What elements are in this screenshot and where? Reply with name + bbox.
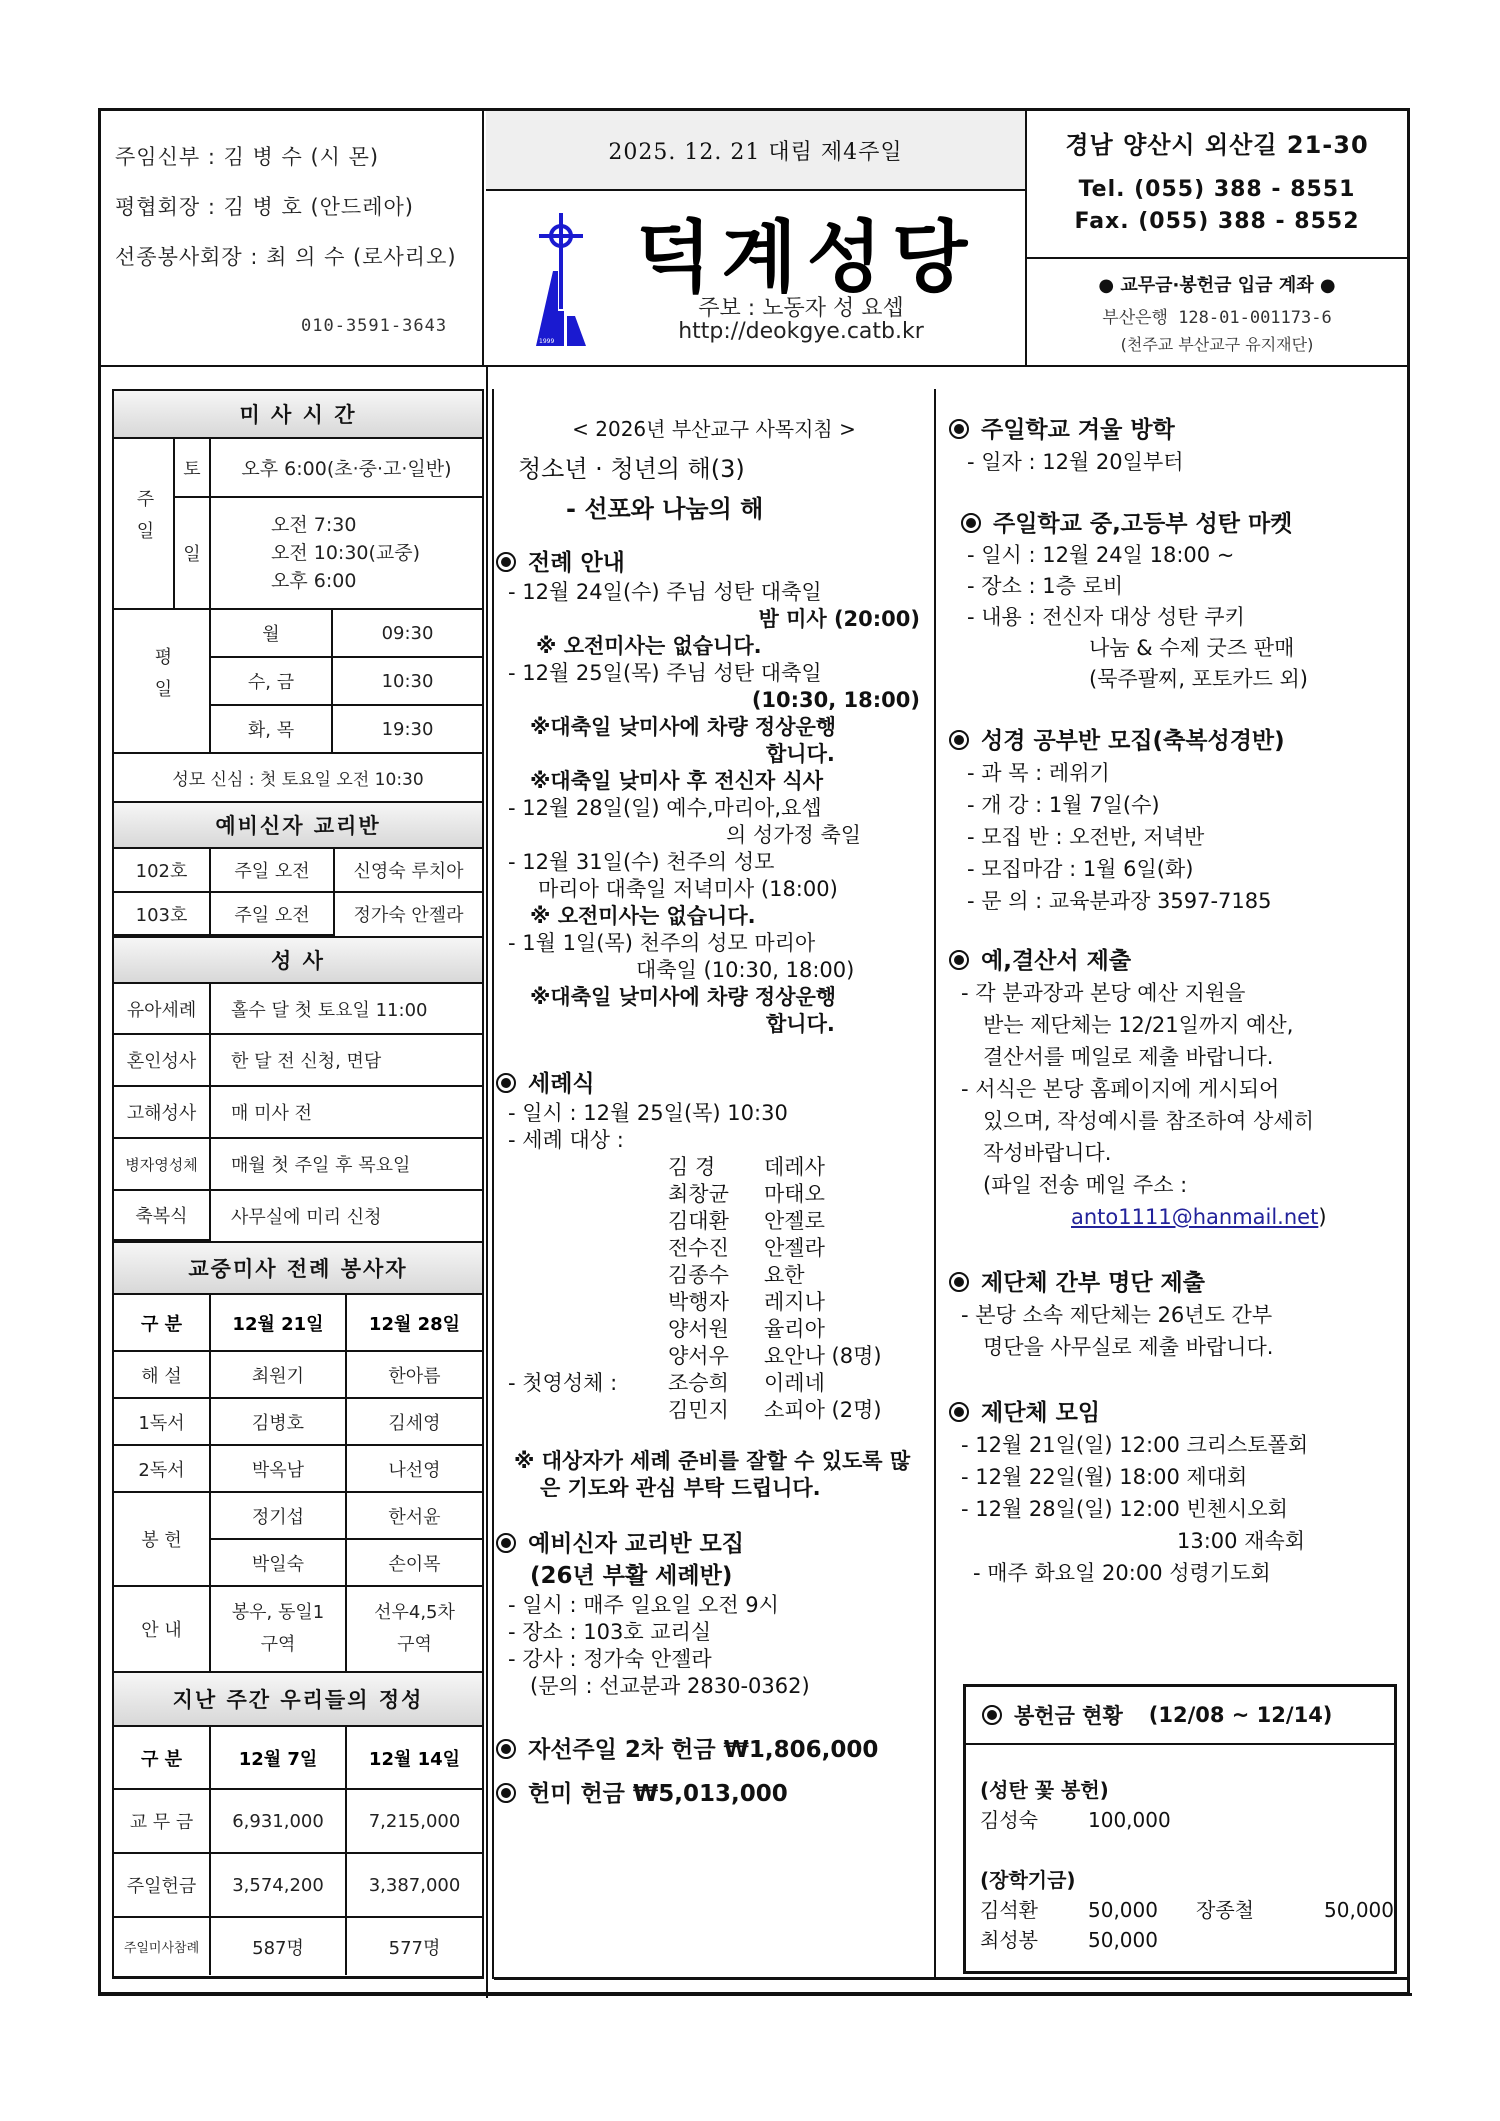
catechumen-table (114, 849, 482, 936)
winter-break-date: - 일자 : 12월 20일부터 (967, 450, 1184, 474)
church-name: 덕계성당 (636, 213, 978, 303)
offerings-heading: 봉헌금 현황 (12/08 ~ 12/14) (966, 1687, 1394, 1745)
bullet-icon (496, 1533, 516, 1553)
contribution-label: 주일미사참례 (114, 1917, 210, 1975)
sacrament-info: 사무실에 미리 신청 (210, 1190, 482, 1240)
website-link[interactable]: http://deokgye.catb.kr (678, 319, 924, 344)
role: 봉 헌 (114, 1492, 210, 1586)
budget-heading: 예,결산서 제출 (949, 945, 1399, 977)
sacrament-name: 고해성사 (114, 1086, 210, 1138)
ministers-table (114, 1295, 482, 1673)
tel: Tel. (055) 388 - 8551 (1078, 177, 1356, 202)
class-time: 주일 오전 (210, 849, 334, 892)
amount: 7,215,000 (346, 1789, 482, 1853)
col-header: 12월 14일 (346, 1727, 482, 1789)
sunday-day-label: 일 (174, 497, 210, 609)
baptism-note: ※ 대상자가 세례 준비를 잘할 수 있도록 많은 기도와 관심 부탁 드립니다. (514, 1449, 911, 1500)
scholarship-list: 김석환 50,000 장종철 50,000 최성봉 50,000 (980, 1898, 1394, 1952)
bullet-icon (949, 950, 969, 970)
catechumen-recruit-subtitle: (26년 부활 세례반) (530, 1563, 733, 1589)
sacrament-info: 매 미사 전 (210, 1086, 482, 1138)
mass-times-title: 미 사 시 간 (114, 391, 482, 439)
contributions-title: 지난 주간 우리들의 정성 (114, 1673, 482, 1727)
account-number: 부산은행 128-01-001173-6 (1102, 308, 1332, 328)
col-header: 12월 28일 (346, 1295, 482, 1351)
christmas-market-list: - 일시 : 12월 24일 18:00 ~ - 장소 : 1층 로비 - 내용 : 전신자 대상 성탄 쿠키 나눔 & 수제 굿즈 판매 (묵주팔찌, 포토카드 외) (967, 543, 1308, 691)
middle-column (496, 406, 932, 1810)
minister: 한아름 (346, 1351, 482, 1398)
minister: 정기섭 (210, 1492, 346, 1539)
room: 103호 (114, 892, 210, 935)
scholarship-title: (장학기금) (980, 1868, 1076, 1892)
amount: 3,387,000 (346, 1853, 482, 1917)
divider (934, 389, 936, 1979)
account-title: ● 교무금·봉헌금 입금 계좌 ● (1098, 275, 1336, 296)
mission-president: 선종봉사회장 : 최 의 수 (로사리오) (115, 245, 457, 269)
bulletin-frame (98, 108, 1410, 1995)
bullet-icon (949, 1402, 969, 1422)
baptism-candidates: 김 경 데레사 최창균 마태오 김대환 안젤로 전수진 안젤라 김종수 요한 박행자 레지나 양서원 율리아 양서우 요안나 (8명) (668, 1155, 882, 1368)
contribution-label: 교 무 금 (114, 1789, 210, 1853)
sacrament-name: 병자영성체 (114, 1138, 210, 1190)
year-subtheme: - 선포와 나눔의 해 (566, 495, 764, 523)
weekday-day: 화, 목 (210, 705, 332, 753)
sacrament-name: 혼인성사 (114, 1034, 210, 1086)
contribution-label: 주일헌금 (114, 1853, 210, 1917)
bullet-icon (496, 1739, 516, 1759)
sunday-times: 오전 7:30 오전 10:30(교중) 오후 6:00 (210, 497, 482, 609)
ministers-title: 교중미사 전례 봉사자 (114, 1241, 482, 1295)
sacrament-info: 홀수 달 첫 토요일 11:00 (210, 984, 482, 1034)
sacraments-table (114, 984, 482, 1241)
guide-area: 봉우, 동일1 구역 (210, 1586, 346, 1672)
mass-times-table (114, 439, 482, 801)
staff-info (101, 111, 484, 365)
bullet-icon (949, 419, 969, 439)
email-link[interactable]: anto1111@hanmail.net (1071, 1205, 1319, 1229)
weekday-day: 월 (210, 609, 332, 657)
liturgy-heading: 전례 안내 (496, 547, 932, 579)
weekday-time: 19:30 (332, 705, 482, 753)
bullet-icon (496, 1783, 516, 1803)
contributions-table (114, 1727, 482, 1975)
flower-title: (성탄 꽃 봉헌) (980, 1778, 1109, 1802)
guide-area: 선우4,5차 구역 (346, 1586, 482, 1672)
divider (486, 367, 488, 1998)
rice-offering: 헌미 헌금 ₩5,013,000 (496, 1778, 932, 1810)
catechumen-title: 예비신자 교리반 (114, 801, 482, 849)
weekday-time: 10:30 (332, 657, 482, 705)
council-president: 평협회장 : 김 병 호 (안드레아) (115, 195, 414, 219)
christmas-market-heading: 주일학교 중,고등부 성탄 마켓 (949, 508, 1399, 540)
baptism-heading: 세례식 (496, 1068, 932, 1100)
role: 해 설 (114, 1351, 210, 1398)
address: 경남 양산시 외산길 21-30 (1065, 131, 1369, 159)
teacher: 신영숙 루치아 (334, 849, 482, 892)
sacraments-title: 성 사 (114, 936, 482, 984)
officers-list: - 본당 소속 제단체는 26년도 간부 명단을 사무실로 제출 바랍니다. (961, 1303, 1274, 1359)
baptism-target-label: - 세례 대상 : (508, 1128, 624, 1152)
frame-shadow (98, 1993, 1412, 1996)
role: 1독서 (114, 1398, 210, 1445)
minister: 김세영 (346, 1398, 482, 1445)
guideline-title: < 2026년 부산교구 사목지침 > (572, 417, 856, 441)
baptism-date: - 일시 : 12월 25일(목) 10:30 (508, 1101, 788, 1125)
weekday-time: 09:30 (332, 609, 482, 657)
bullet-icon (949, 730, 969, 750)
attendance: 577명 (346, 1917, 482, 1975)
bulletin-header (101, 111, 1407, 367)
bullet-icon (496, 552, 516, 572)
first-communion: - 첫영성체 : 조승희 이레네 김민지 소피아 (2명) (508, 1371, 882, 1422)
account-holder: (천주교 부산교구 유지재단) (1120, 335, 1314, 354)
minister: 최원기 (210, 1351, 346, 1398)
flower-list: 김성숙 100,000 (980, 1808, 1171, 1832)
sacrament-info: 한 달 전 신청, 면담 (210, 1034, 482, 1086)
weekday-label: 평일 (114, 609, 210, 753)
catechumen-recruit-list: - 일시 : 매주 일요일 오전 9시 - 장소 : 103호 교리실 - 강사 : 정가숙 안젤라 (문의 : 선교분과 2830-0362) (508, 1593, 810, 1698)
weekday-day: 수, 금 (210, 657, 332, 705)
budget-list: - 각 분과장과 본당 예산 지원을 받는 제단체는 12/21일까지 예산, 결산서를 메일로 제출 바랍니다. - 서식은 본당 홈페이지에 게시되어 있으며, 작성예시를 참조하여 상세히 작성바랍니다. (파일 전송 메일 주소 : anto1111@hanmail.net) (961, 981, 1327, 1229)
offerings-box (963, 1684, 1397, 1974)
teacher: 정가숙 안젤라 (334, 892, 482, 935)
minister: 손이목 (346, 1539, 482, 1586)
patron-saint: 주보 : 노동자 성 요셉 (698, 296, 904, 321)
bible-study-heading: 성경 공부반 모집(축복성경반) (949, 725, 1399, 757)
minister: 한서윤 (346, 1492, 482, 1539)
role: 2독서 (114, 1445, 210, 1492)
col-header: 12월 7일 (210, 1727, 346, 1789)
amount: 3,574,200 (210, 1853, 346, 1917)
minister: 나선영 (346, 1445, 482, 1492)
class-time: 주일 오전 (210, 892, 334, 935)
pastor: 주임신부 : 김 병 수 (시 몬) (115, 145, 380, 169)
attendance: 587명 (210, 1917, 346, 1975)
saturday-label: 토 (174, 439, 210, 497)
contact-info (1025, 111, 1407, 365)
year-theme: 청소년 · 청년의 해(3) (518, 455, 745, 483)
mission-phone: 010-3591-3643 (301, 316, 448, 336)
room: 102호 (114, 849, 210, 892)
devotion-time: 성모 신심 : 첫 토요일 오전 10:30 (114, 753, 482, 801)
sacrament-name: 유아세례 (114, 984, 210, 1034)
officers-heading: 제단체 간부 명단 제출 (949, 1267, 1399, 1299)
right-column (949, 406, 1399, 1589)
saturday-time: 오후 6:00(초·중·고·일반) (210, 439, 482, 497)
winter-break-heading: 주일학교 겨울 방학 (949, 414, 1399, 446)
sacrament-info: 매월 첫 주일 후 목요일 (210, 1138, 482, 1190)
role: 안 내 (114, 1586, 210, 1672)
date-line: 2025. 12. 21 대림 제4주일 (486, 111, 1025, 191)
col-header: 12월 21일 (210, 1295, 346, 1351)
left-column (112, 389, 484, 1979)
minister: 박일숙 (210, 1539, 346, 1586)
meetings-list: - 12월 21일(일) 12:00 크리스토폴회 - 12월 22일(월) 18:00 제대회 - 12월 28일(일) 12:00 빈첸시오회 13:00 재속회 - 매주 화요일 20:00 성령기도회 (961, 1433, 1309, 1585)
bullet-icon (949, 1272, 969, 1292)
sacrament-name: 축복식 (114, 1190, 210, 1240)
bullet-icon (496, 1073, 516, 1093)
col-header: 구 분 (114, 1727, 210, 1789)
minister: 김병호 (210, 1398, 346, 1445)
amount: 6,931,000 (210, 1789, 346, 1853)
second-collection: 자선주일 2차 헌금 ₩1,806,000 (496, 1734, 932, 1766)
bible-study-list: - 과 목 : 레위기 - 개 강 : 1월 7일(수) - 모집 반 : 오전반, 저녁반 - 모집마감 : 1월 6일(화) - 문 의 : 교육분과장 3597-7185 (967, 761, 1272, 913)
col-header: 구 분 (114, 1295, 210, 1351)
divider (494, 1977, 1407, 1980)
fax: Fax. (055) 388 - 8552 (1074, 209, 1360, 234)
offerings-body (966, 1745, 1394, 1955)
minister: 박옥남 (210, 1445, 346, 1492)
bullet-icon (982, 1705, 1002, 1725)
meetings-heading: 제단체 모임 (949, 1397, 1399, 1429)
masthead (486, 111, 1025, 365)
liturgy-list: - 12월 24일(수) 주님 성탄 대축일 밤 미사 (20:00) ※ 오전미사는 없습니다. - 12월 25일(목) 주님 성탄 대축일 (10:30, 18:00) ※대축일 낮미사에 차량 정상운행 합니다. ※대축일 낮미사 후 전신자 식사 - 12월 28일(일) 예수,마리아,요셉 의 성가정 축일 - 12월 31일(수) 천주의 성모 마리아 대축일 저녁미사 (18:00) ※ 오전미사는 없습니다. - 1월 1일(목) 천주의 성모 마리아 대축일 (10:30, 18:00) ※대축일 낮미사에 차량 정상운행 합니다. (508, 580, 920, 1036)
bullet-icon (961, 513, 981, 533)
svg-text:1999: 1999 (539, 338, 555, 345)
church-cross-logo-icon (531, 211, 591, 351)
divider (492, 389, 494, 1979)
sunday-label: 주일 (114, 439, 174, 609)
catechumen-recruit-heading: 예비신자 교리반 모집 (496, 1528, 932, 1560)
